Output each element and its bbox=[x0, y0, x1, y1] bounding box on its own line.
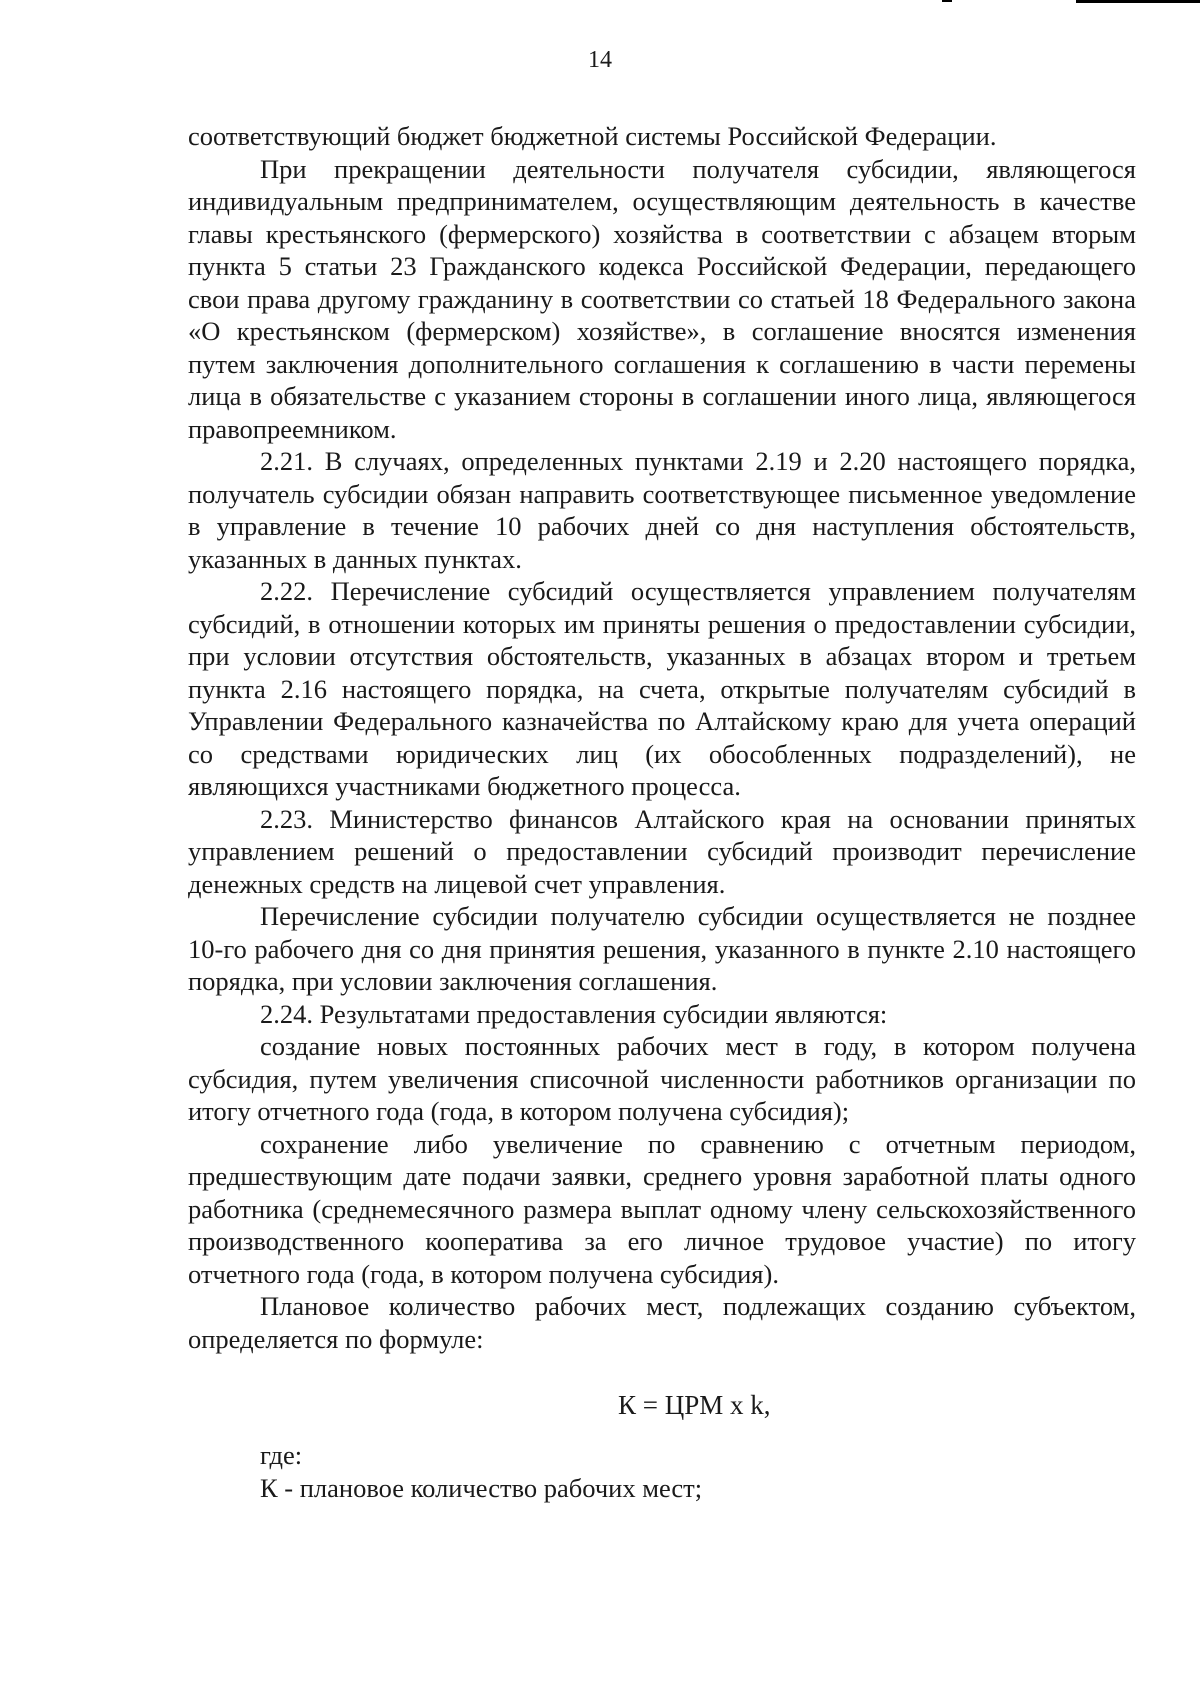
paragraph-continuation: соответствующий бюджет бюджетной системы Российской Федерации. bbox=[188, 121, 997, 151]
definition-where: где: bbox=[260, 1440, 303, 1470]
page-number: 14 bbox=[588, 47, 612, 73]
paragraph-result-wages: сохранение либо увеличение по сравнению с отчетным периодом, предшествующим дате подачи заявки, среднего уровня заработной платы одного работника (среднемесячного размера выплат одному члену сельскохозяйственного производственного кооператива за его личное трудовое участие) по итогу отчетного года (года, в котором получена субсидия). bbox=[188, 1128, 1136, 1289]
paragraph-result-new-jobs: создание новых постоянных рабочих мест в году, в котором получена субсидия, путем увеличения списочной численности работников организации по итогу отчетного года (года, в котором получена субсидия); bbox=[188, 1031, 1136, 1126]
definition-k: К - плановое количество рабочих мест; bbox=[260, 1472, 703, 1503]
scan-artifact-line bbox=[1076, 0, 1200, 3]
paragraph-2-23: 2.23. Министерство финансов Алтайского края на основании принятых управлением решений о предоставлении субсидий производит перечисление денежных средств на лицевой счет управления. bbox=[188, 803, 1136, 899]
formula: К = ЦРМ x k, bbox=[618, 1390, 771, 1420]
paragraph-2-24: 2.24. Результатами предоставления субсидии являются: bbox=[260, 998, 888, 1029]
paragraph-2-22: 2.22. Перечисление субсидий осуществляется управлением получателям субсидий, в отношении которых им приняты решения о предоставлении субсидии, при условии отсутствия обстоятельств, указанных в абзацах втором и третьем пункта 2.16 настоящего порядка, на счета, открытые получателям субсидий в Управлении Федерального казначейства по Алтайскому краю для учета операций со средствами юридических лиц (их обособленных подразделений), не являющихся участниками бюджетного процесса. bbox=[188, 576, 1136, 801]
paragraph-planned-jobs: Плановое количество рабочих мест, подлежащих созданию субъектом, определяется по формуле: bbox=[188, 1291, 1136, 1354]
scan-artifact-dash bbox=[942, 0, 952, 2]
document-body bbox=[188, 120, 1136, 1504]
paragraph-2-21: 2.21. В случаях, определенных пунктами 2.19 и 2.20 настоящего порядка, получатель субсидии обязан направить соответствующее письменное уведомление в управление в течение 10 рабочих дней со дня наступления обстоятельств, указанных в данных пунктах. bbox=[188, 446, 1136, 574]
paragraph-transfer-deadline: Перечисление субсидии получателю субсидии осуществляется не позднее 10-го рабочего дня со дня принятия решения, указанного в пункте 2.10 настоящего порядка, при условии заключения соглашения. bbox=[188, 901, 1136, 996]
paragraph-farm-succession: При прекращении деятельности получателя субсидии, являющегося индивидуальным предпринимателем, осуществляющим деятельность в качестве главы крестьянского (фермерского) хозяйства в соответствии с абзацем вторым пункта 5 статьи 23 Гражданского кодекса Российской Федерации, передающего свои права другому гражданину в соответствии со статьей 18 Федерального закона «О крестьянском (фермерском) хозяйстве», в соглашение вносятся изменения путем заключения дополнительного соглашения к соглашению в части перемены лица в обязательстве с указанием стороны в соглашении иного лица, являющегося правопреемником. bbox=[188, 153, 1136, 444]
